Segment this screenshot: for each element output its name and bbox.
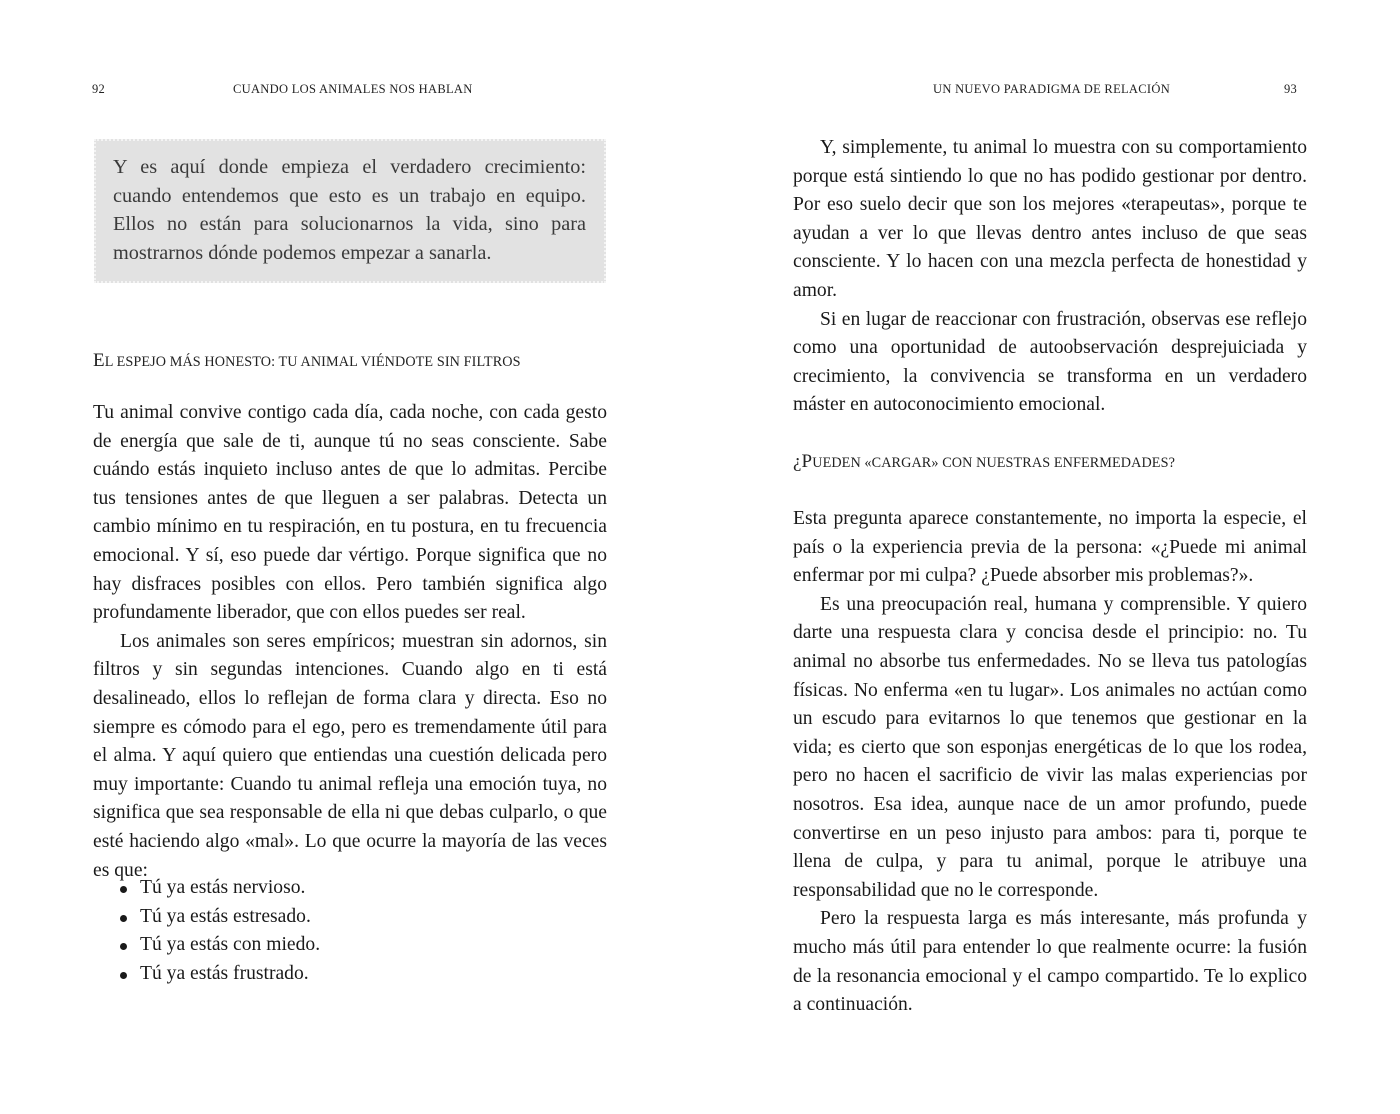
bullet-icon [120, 943, 127, 950]
paragraph: Tu animal convive contigo cada día, cada noche, con cada gesto de energía que sale de ti, aunque tú no seas consciente. Sabe cuándo estás inquieto incluso antes de que lo admitas. Percibe tus tensiones antes de que lleguen a ser palabras. Detecta un cambio mínimo en tu respiración, en tu postura, en tu frecuencia emocional. Y sí, eso puede dar vértigo. Porque significa que no hay disfraces posibles con ellos. Pero también significa algo profundamente liberador, que con ellos puedes ser real. [93, 402, 607, 624]
running-head: CUANDO LOS ANIMALES NOS HABLAN [233, 82, 473, 96]
heading-text: L ESPEJO MÁS HONESTO: TU ANIMAL VIÉNDOTE SIN FILTROS [104, 354, 521, 370]
heading-text: UEDEN «CARGAR» CON NUESTRAS ENFERMEDADES? [812, 455, 1175, 471]
paragraph: Es una preocupación real, humana y comprensible. Y quiero darte una respuesta clara y concisa desde el principio: no. Tu animal no absorbe tus enfermedades. No se lleva tus patologías físicas. No enferma «en tu lugar». Los animales no actúan como un escudo para evitarnos lo que tenemos que gestionar en la vida; es cierto que son esponjas energéticas de lo que los rodea, pero no hacen el sacrificio de vivir las malas experiencias por nosotros. Esa idea, aunque nace de un amor profundo, puede convertirse en un peso injusto para ambos: para ti, porque te llena de culpa, y para tu animal, porque le atribuye una responsabilidad que no le corresponde. [793, 593, 1307, 901]
paragraph: Y, simplemente, tu animal lo muestra con su comportamiento porque está sintiendo lo que no has podido gestionar por dentro. Por eso suelo decir que son los mejores «terapeutas», porque te ayudan a ver lo que llevas dentro antes incluso de que seas consciente. Y lo hacen con una mezcla perfecta de honestidad y amor. [793, 137, 1307, 301]
callout-box [94, 139, 606, 283]
heading-initial: P [801, 451, 813, 472]
callout-text: Y es aquí donde empieza el verdadero crecimiento: cuando entendemos que esto es un trabajo en equipo. Ellos no están para solucionarnos la vida, sino para mostrarnos dónde podemos empezar a sanarla. [113, 156, 586, 264]
bullet-list [120, 874, 320, 988]
page-number: 93 [1284, 82, 1297, 96]
list-item: Tú ya estás con miedo. [120, 931, 320, 960]
heading-initial: E [93, 350, 105, 371]
list-item: Tú ya estás frustrado. [120, 960, 320, 989]
page-number: 92 [92, 82, 105, 96]
body-text [793, 134, 1307, 420]
paragraph: Si en lugar de reaccionar con frustración, observas ese reflejo como una oportunidad de autoobservación desprejuiciada y crecimiento, la convivencia se transforma en un verdadero máster en autoconocimiento emocional. [793, 308, 1307, 416]
section-heading [93, 350, 521, 372]
paragraph: Pero la respuesta larga es más interesante, más profunda y mucho más útil para entender lo que realmente ocurre: la fusión de la resonancia emocional y el campo compartido. Te lo explico a continuación. [793, 908, 1307, 1016]
bullet-icon [120, 915, 127, 922]
bullet-icon [120, 972, 127, 979]
body-text [93, 399, 607, 885]
body-text [793, 505, 1307, 1020]
bullet-icon [120, 886, 127, 893]
right-page [700, 0, 1400, 1114]
section-heading [793, 451, 1175, 473]
list-item: Tú ya estás estresado. [120, 903, 320, 932]
list-item: Tú ya estás nervioso. [120, 874, 320, 903]
paragraph: Los animales son seres empíricos; muestran sin adornos, sin filtros y sin segundas intenciones. Cuando algo en ti está desalineado, ellos lo reflejan de forma clara y directa. Eso no siempre es cómodo para el ego, pero es tremendamente útil para el alma. Y aquí quiero que entiendas una cuestión delicada pero muy importante: Cuando tu animal refleja una emoción tuya, no significa que sea responsable de ella ni que debas culparlo, o que esté haciendo algo «mal». Lo que ocurre la mayoría de las veces es que: [93, 630, 607, 881]
paragraph: Esta pregunta aparece constantemente, no importa la especie, el país o la experiencia previa de la persona: «¿Puede mi animal enfermar por mi culpa? ¿Puede absorber mis problemas?». [793, 508, 1307, 587]
heading-prefix: ¿ [793, 451, 802, 472]
running-head: UN NUEVO PARADIGMA DE RELACIÓN [933, 82, 1171, 96]
